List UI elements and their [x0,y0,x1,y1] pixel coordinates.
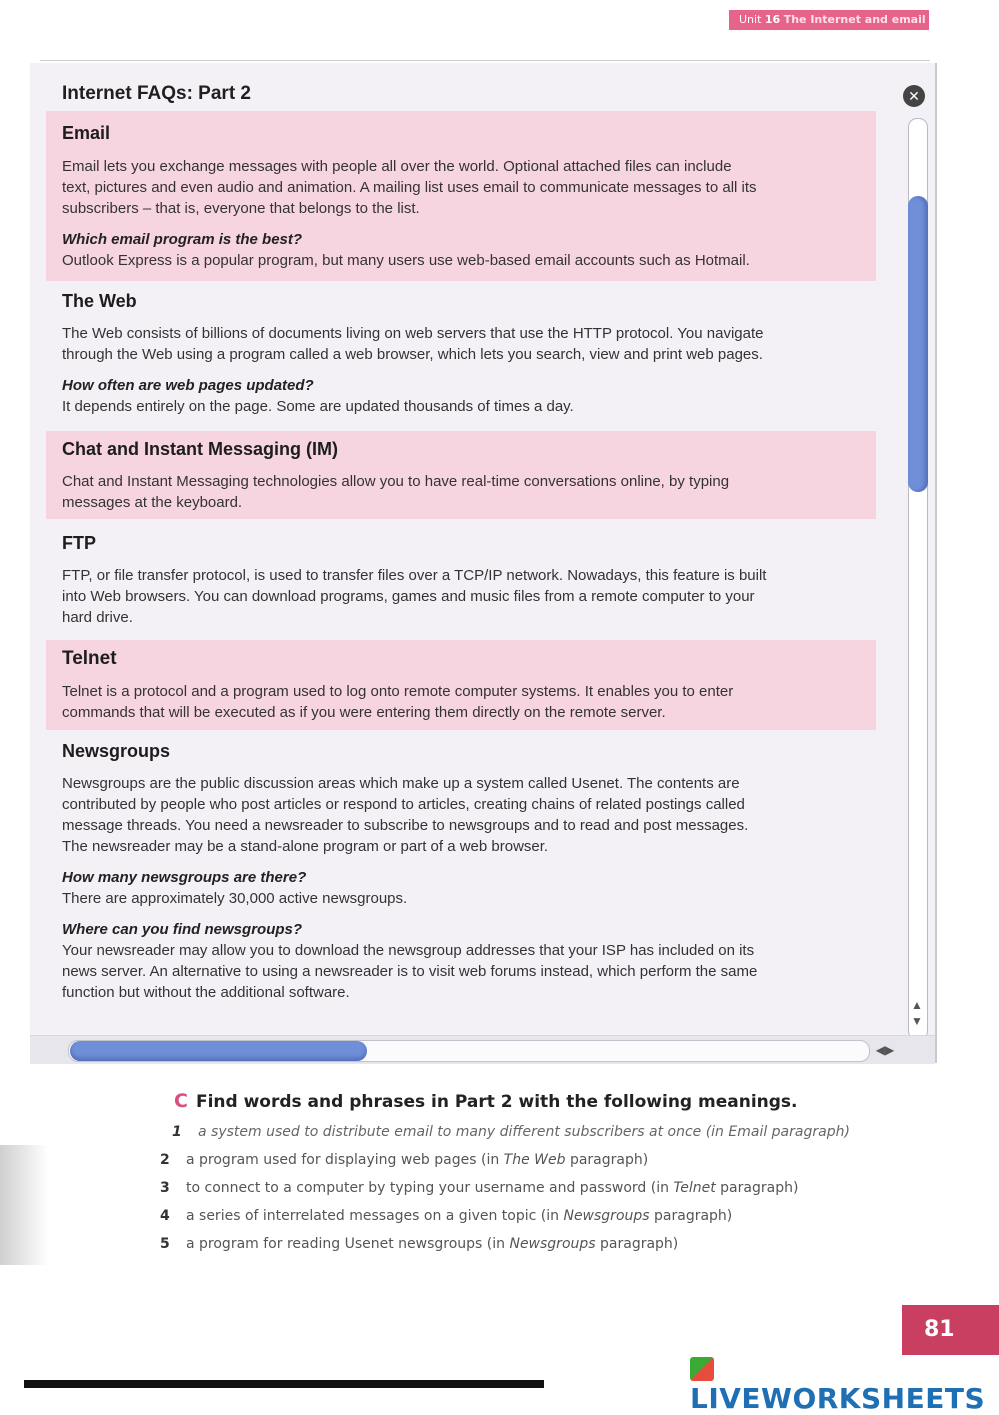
section-telnet [46,640,876,730]
paragraph-line: contributed by people who post articles or respond to articles, creating chains of related postings called [62,796,745,813]
item-text: paragraph) [649,1208,733,1224]
item-text: a system used to distribute email to many different subscribers at once (in Email paragraph) [198,1124,850,1140]
page-number: 81 [902,1305,999,1355]
faq-answer: There are approximately 30,000 active newsgroups. [62,890,408,907]
unit-number: 16 [764,13,781,26]
liveworksheets-logo-icon [690,1357,714,1381]
browser-window [30,63,937,1063]
item-text: paragraph) [565,1152,649,1168]
exercise-item [160,1230,920,1258]
section-chat [46,431,876,519]
faq-answer: Your newsreader may allow you to download the newsgroup addresses that your ISP has included on its [62,942,755,959]
page-shadow [0,1145,48,1265]
item-text: paragraph) [715,1180,799,1196]
item-reference: Newsgroups [563,1208,650,1224]
paragraph-line: The newsreader may be a stand-alone program or part of a web browser. [62,838,549,855]
exercise-item [172,1118,920,1146]
page-title: Internet FAQs: Part 2 [62,83,251,104]
section-ftp [46,523,876,638]
paragraph-line: The Web consists of billions of documents living on web servers that use the HTTP protocol. You navigate [62,325,764,342]
window-content [46,63,876,1001]
vertical-scrollbar[interactable] [905,118,929,1038]
paragraph-line: into Web browsers. You can download programs, games and music files from a remote computer to your [62,588,755,605]
paragraph-line: through the Web using a program called a web browser, which lets you search, view and print web pages. [62,346,763,363]
watermark [690,1354,999,1415]
faq-question: Where can you find newsgroups? [62,921,303,938]
exercise-item [160,1146,920,1174]
close-icon[interactable]: ✕ [903,85,925,107]
faq-answer: function but without the additional software. [62,984,350,1001]
faq-question: How many newsgroups are there? [62,869,307,886]
item-number: 2 [160,1152,170,1168]
section-email [46,111,876,281]
faq-answer: It depends entirely on the page. Some are updated thousands of times a day. [62,398,574,415]
watermark-text: LIVEWORKSHEETS [690,1382,986,1415]
section-heading: FTP [62,533,96,553]
item-text: paragraph) [595,1236,679,1252]
scroll-up-icon[interactable]: ▲ [911,998,923,1012]
exercise-c [160,1090,920,1258]
paragraph-line: FTP, or file transfer protocol, is used to transfer files over a TCP/IP network. Nowadays, this feature is built [62,567,767,584]
section-heading: Newsgroups [62,741,171,761]
faq-question: Which email program is the best? [62,231,303,248]
section-newsgroups [46,733,876,1013]
scroll-left-icon[interactable]: ◀ [875,1043,885,1057]
item-text: a program used for displaying web pages (in [186,1152,504,1168]
item-reference: The Web [503,1152,566,1168]
exercise-item [160,1174,920,1202]
faq-question: How often are web pages updated? [62,377,314,394]
item-text: a program for reading Usenet newsgroups (in [186,1236,510,1252]
paragraph-line: Chat and Instant Messaging technologies allow you to have real-time conversations online, by typing [62,473,730,490]
vertical-scroll-thumb[interactable] [908,196,928,492]
exercise-instruction: Find words and phrases in Part 2 with the following meanings. [195,1092,798,1112]
scroll-right-icon[interactable]: ▶ [885,1043,895,1057]
item-text: to connect to a computer by typing your username and password (in [186,1180,674,1196]
header-divider [40,60,930,61]
paragraph-line: messages at the keyboard. [62,494,243,511]
section-web [46,281,876,431]
paragraph-line: subscribers – that is, everyone that belongs to the list. [62,200,420,217]
exercise-letter: C [174,1090,188,1112]
paragraph-line: text, pictures and even audio and animation. A mailing list uses email to communicate messages to all its [62,179,757,196]
paragraph-line: hard drive. [62,609,133,626]
scroll-down-icon[interactable]: ▼ [911,1014,923,1028]
paragraph-line: Telnet is a protocol and a program used to log onto remote computer systems. It enables you to enter [62,683,734,700]
faq-answer: Outlook Express is a popular program, but many users use web-based email accounts such as Hotmail. [62,252,750,269]
horizontal-scrollbar[interactable] [30,1035,935,1064]
item-reference: Telnet [673,1180,716,1196]
section-heading: Email [62,123,111,143]
section-heading: Chat and Instant Messaging (IM) [62,439,339,459]
paragraph-line: message threads. You need a newsreader to subscribe to newsgroups and to read and post messages. [62,817,749,834]
unit-title: The Internet and email [783,13,926,26]
horizontal-scroll-thumb[interactable] [70,1041,367,1061]
bottom-edge-bar [24,1380,544,1388]
unit-tab [729,10,929,30]
vertical-scroll-arrows[interactable] [907,997,927,1033]
item-number: 1 [172,1124,182,1140]
paragraph-line: commands that will be executed as if you were entering them directly on the remote server. [62,704,666,721]
paragraph-line: Newsgroups are the public discussion areas which make up a system called Usenet. The contents are [62,775,740,792]
item-text: a series of interrelated messages on a given topic (in [186,1208,564,1224]
horizontal-scroll-arrows[interactable] [870,1040,900,1060]
item-number: 4 [160,1208,170,1224]
exercise-item [160,1202,920,1230]
item-number: 5 [160,1236,170,1252]
item-reference: Newsgroups [509,1236,596,1252]
item-number: 3 [160,1180,170,1196]
faq-answer: news server. An alternative to using a newsreader is to visit web forums instead, which perform the same [62,963,758,980]
exercise-heading [174,1090,920,1118]
unit-label: Unit [739,13,762,26]
section-heading: The Web [62,291,137,311]
paragraph-line: Email lets you exchange messages with people all over the world. Optional attached files can include [62,158,732,175]
section-heading: Telnet [62,648,117,669]
